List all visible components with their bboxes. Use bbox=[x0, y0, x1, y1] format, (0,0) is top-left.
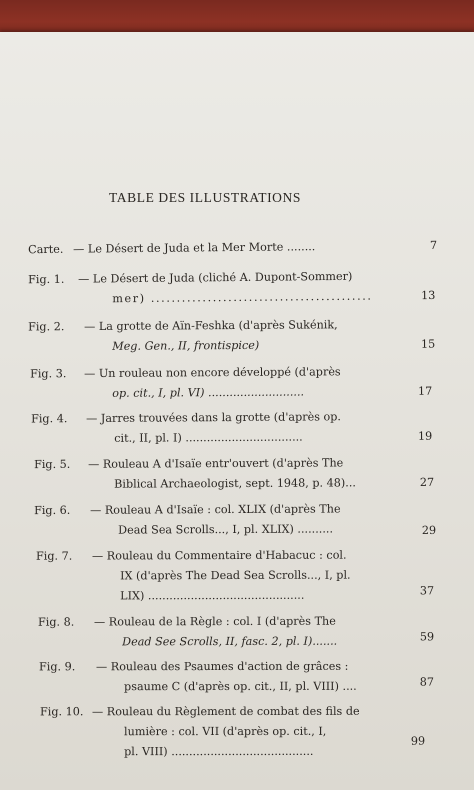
entry-text-italic: Meg. Gen., II, frontispice) bbox=[112, 338, 260, 353]
entry-text-continued: Dead See Scrolls, II, fasc. 2, pl. I)....... bbox=[122, 634, 338, 649]
entry-page-number: 19 bbox=[417, 429, 433, 443]
entry-text-continued: lumière : col. VII (d'après op. cit., I, bbox=[124, 724, 327, 739]
entry-label: Fig. 2. bbox=[28, 320, 65, 334]
illustration-entry bbox=[0, 314, 474, 353]
entry-page-number: 99 bbox=[410, 734, 426, 748]
entry-text: — Le Désert de Juda (cliché A. Dupont-Sommer) bbox=[78, 269, 353, 286]
entry-page-number: 17 bbox=[417, 384, 433, 398]
entry-text-continued: mer) ........................................... bbox=[112, 289, 373, 306]
entry-page-number: 7 bbox=[429, 238, 438, 252]
entry-text: — Rouleau A d'Isaïe entr'ouvert (d'après The bbox=[88, 456, 344, 471]
entry-text-continued: cit., II, pl. I) ................................. bbox=[114, 430, 303, 445]
entry-label: Fig. 6. bbox=[34, 503, 71, 518]
entry-text: — Rouleau du Commentaire d'Habacuc : col. bbox=[92, 548, 347, 563]
illustration-entry bbox=[0, 702, 474, 759]
entry-label: Fig. 8. bbox=[38, 615, 75, 629]
page-title: TABLE DES ILLUSTRATIONS bbox=[109, 190, 301, 205]
entry-page-number: 59 bbox=[419, 630, 435, 644]
entry-label: Fig. 10. bbox=[40, 705, 84, 719]
entry-text-continued: LIX) ............................................ bbox=[120, 588, 305, 603]
entry-text-continued: op. cit., I, pl. VI) ........................... bbox=[112, 385, 305, 400]
entry-label: Fig. 5. bbox=[34, 457, 71, 472]
entry-page-number: 37 bbox=[419, 584, 435, 598]
entry-page-number: 87 bbox=[419, 675, 435, 689]
illustration-entry bbox=[0, 611, 474, 649]
entry-text: — Rouleau de la Règle : col. I (d'après The bbox=[94, 614, 336, 629]
illustration-entry bbox=[0, 266, 474, 306]
entry-text-continued: Biblical Archaeologist, sept. 1948, p. 48)... bbox=[114, 476, 356, 491]
illustration-entry bbox=[0, 657, 474, 694]
illustration-entry bbox=[0, 361, 474, 400]
entry-text-continued: pl. VIII) ........................................ bbox=[124, 744, 314, 759]
illustration-entry bbox=[0, 499, 474, 538]
entry-label: Fig. 1. bbox=[28, 272, 65, 287]
entry-label: Fig. 3. bbox=[30, 367, 67, 381]
entry-label: Carte. bbox=[28, 242, 64, 257]
entry-label: Fig. 4. bbox=[31, 412, 68, 426]
entry-text-continued: IX (d'après The Dead Sea Scrolls..., I, pl. bbox=[120, 568, 351, 583]
entry-page-number: 15 bbox=[420, 337, 436, 351]
illustration-entry bbox=[0, 545, 474, 603]
illustration-entry bbox=[0, 236, 474, 257]
entry-text: — Jarres trouvées dans la grotte (d'après op. bbox=[86, 410, 341, 426]
entry-text: — La grotte de Aïn-Feshka (d'après Sukénik, bbox=[84, 318, 338, 334]
entry-text: — Un rouleau non encore développé (d'après bbox=[84, 365, 341, 381]
entry-page-number: 27 bbox=[419, 475, 435, 490]
entry-text-continued: Dead Sea Scrolls..., I, pl. XLIX) .......... bbox=[118, 522, 334, 537]
entry-text-continued: psaume C (d'après op. cit., II, pl. VIII) .... bbox=[124, 679, 357, 694]
entry-label: Fig. 9. bbox=[39, 660, 76, 674]
entry-text: — Rouleau des Psaumes d'action de grâces : bbox=[96, 659, 349, 674]
entry-text-continued bbox=[112, 336, 259, 357]
book-page bbox=[0, 32, 474, 790]
illustration-entry bbox=[0, 453, 474, 491]
entry-page-number: 29 bbox=[421, 523, 437, 538]
entry-text: — Rouleau A d'Isaïe : col. XLIX (d'après The bbox=[90, 502, 341, 517]
illustration-entry bbox=[0, 406, 474, 445]
entry-page-number: 13 bbox=[420, 288, 436, 303]
entry-label: Fig. 7. bbox=[36, 549, 73, 563]
entry-text: — Rouleau du Règlement de combat des fils de bbox=[92, 704, 360, 719]
entry-text: — Le Désert de Juda et la Mer Morte ........ bbox=[73, 240, 316, 256]
